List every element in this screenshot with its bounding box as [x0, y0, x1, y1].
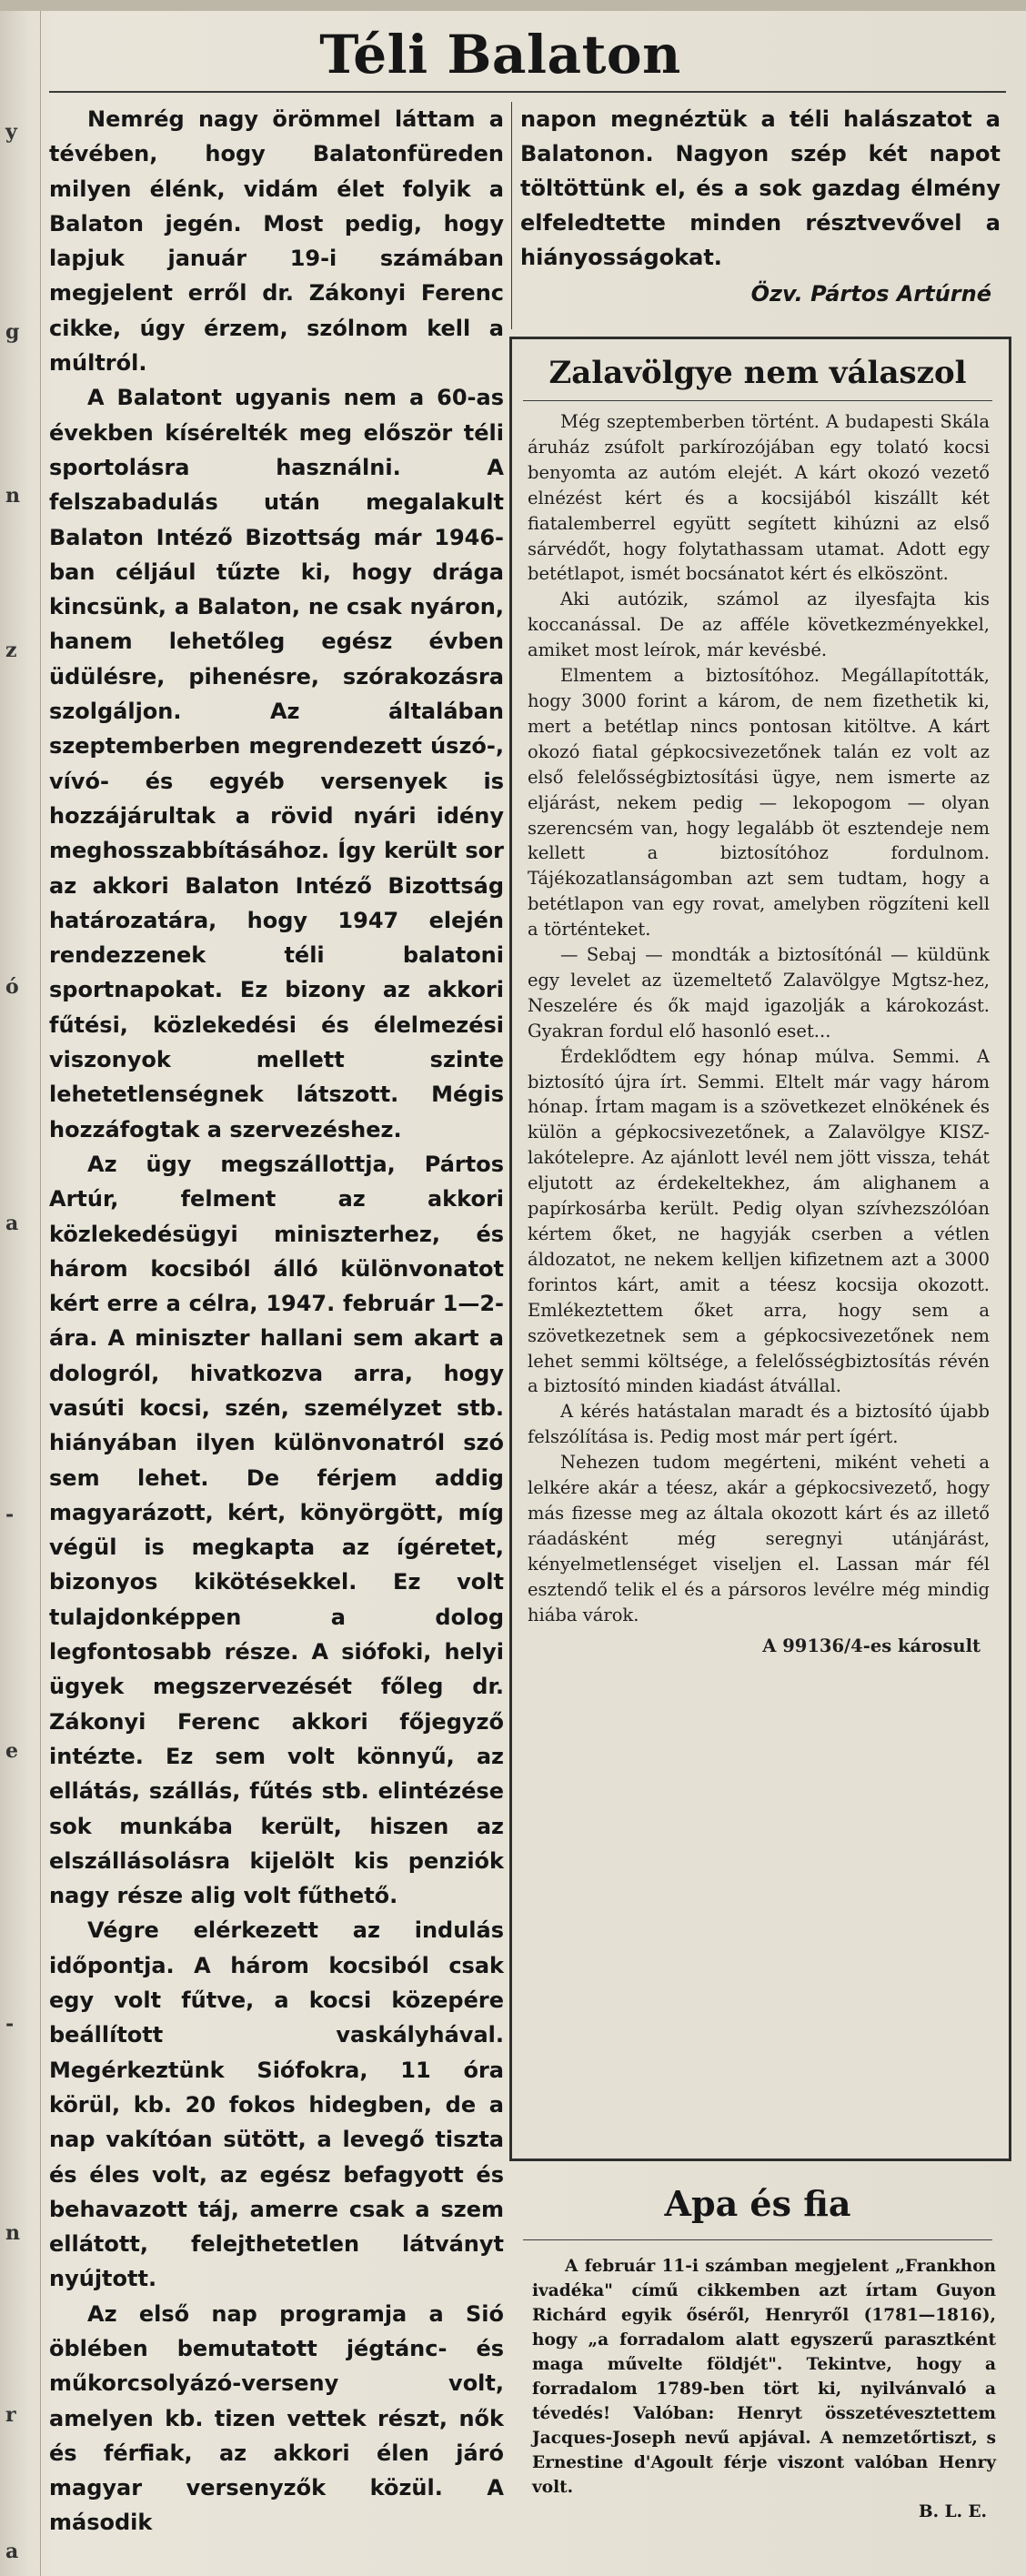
left-margin-strip: [0, 11, 41, 2576]
correction-signature: B. L. E.: [919, 2502, 987, 2521]
article-left-column: [49, 102, 504, 2541]
margin-letter: y: [5, 120, 17, 144]
box-title-rule: [523, 400, 992, 401]
apa-es-fia-title: Apa és fia: [664, 2183, 851, 2224]
headline-rule: [49, 91, 1006, 93]
letter-paragraph: Érdeklődtem egy hónap múlva. Semmi. A biztosító újra írt. Semmi. Eltelt már vagy három hónap. Írtam magam is a szövetkezet elnökének és külön a gépkocsivezetőnek, a Zalavölgye KISZ-lakótelepre. Az ajánlott levél nem jött vissza, tehát eljutott az érdekeltekhez, ám alighanem a papírkosárba került. Pedig olyan szívhezszólóan kértem őket, ne hagyják cserben a vétlen áldozatot, ne nekem kelljen kifizetnem azt a 3000 forintos kárt, amit a téesz kocsija okozott. Emlékeztettem őket arra, hogy sem a szövetkezetnek sem a gépkocsivezetőnek nem lehet semmi költsége, a felelősségbiztosítás révén a biztosító minden kiadást átvállal.: [528, 1045, 990, 1397]
article-paragraph: napon megnéztük a téli halászatot a Balatonon. Nagyon szép két napot töltöttünk el, és a sok gazdag élmény elfeledtette minden résztvevővel a hiányosságokat.: [520, 106, 1001, 270]
apa-title-rule: [523, 2239, 992, 2240]
margin-letter: z: [5, 639, 17, 662]
headline: Téli Balaton: [319, 24, 681, 86]
article-paragraph: Nemrég nagy örömmel láttam a tévében, hogy Balatonfüreden milyen élénk, vidám élet folyik a Balaton jegén. Most pedig, hogy lapjuk január 19-i számában megjelent erről dr. Zákonyi Ferenc cikke, úgy érzem, szólnom kell a múltról.: [49, 106, 504, 377]
letter-signature: A 99136/4-es károsult: [762, 1635, 981, 1656]
letter-paragraph: Aki autózik, számol az ilyesfajta kis koccanással. De az afféle következményekkel, amiket most leírok, már kevésbé.: [528, 589, 990, 661]
article-paragraph: Végre elérkezett az indulás időpontja. A három kocsiból csak egy volt fűtve, a kocsi közepére beállított vaskályhával. Megérkeztünk Siófokra, 11 óra körül, kb. 20 fokos hidegben, de a nap vakítóan sütött, a levegő tiszta és éles volt, az egész befagyott és behavazott táj, amerre csak a szem ellátott, felejthetetlen látványt nyújtott.: [49, 1917, 504, 2292]
margin-letter: r: [5, 2403, 16, 2427]
article-signature: Özv. Pártos Artúrné: [750, 281, 991, 307]
letter-paragraph: Nehezen tudom megérteni, miként veheti a lelkére akár a téesz, akár a gépkocsivezető, hogy más fizesse meg az általa okozott kárt és az illető ráadásként még seregnyi utánjárást, kényelmetlenséget viseljen el. Lassan már fél esztendő telik el és a pársoros levélre még mindig hiába várok.: [528, 1452, 990, 1625]
margin-letter: ó: [5, 975, 19, 999]
margin-letter: n: [5, 2221, 20, 2245]
margin-letter: -: [5, 1503, 15, 1526]
letter-paragraph: Elmentem a biztosítóhoz. Megállapították, hogy 3000 forint a károm, de nem fizethetik ki, mert a betétlap nincs pontosan kitöltve. A kárt okozó fiatal gépkocsivezetőnek talán ez volt az első felelősségbiztosítási ügye, nem ismerte az eljárást, nekem pedig — lekopogom — olyan szerencsém van, hogy legalább öt esztendeje nem kellett a biztosítóhoz fordulnom. Tájékozatlanságomban azt sem tudtam, hogy a betétlapon van egy rovat, amelyben rögzíteni kell a történteket.: [528, 665, 990, 941]
torn-top-edge: [0, 0, 1026, 11]
article-continuation: [520, 102, 1001, 311]
zalavolgye-text: [528, 409, 990, 1658]
letter-paragraph: A kérés hatástalan maradt és a biztosító újabb felszólítása is. Pedig most már pert ígért.: [528, 1401, 990, 1448]
margin-letter: e: [5, 1739, 18, 1763]
letter-paragraph: Még szeptemberben történt. A budapesti Skála áruház zsúfolt parkírozójában egy tolató kocsi benyomta az autóm elejét. A kárt okozó vezető elnézést kért és a kocsijából kiszállt két fiatalemberrel együtt segített kihúzni az első sárvédőt, hogy folytathassam utamat. Adott egy betétlapot, ismét bocsánatot kért és elköszönt.: [528, 411, 990, 585]
margin-letter: a: [5, 1212, 19, 1235]
correction-paragraph: A február 11-i számban megjelent „Frankhon ivadéka" című cikkemben azt írtam Guyon Richárd egyik őséről, Henryről (1781—1816), hogy „a forradalom alatt egyszerű parasztként maga művelte földjét". Tekintve, hogy a forradalom 1789-ben tört ki, nyilvánvaló a tévedés! Valóban: Henryt összetévesztettem Jacques-Joseph nevű apjával. A nemzetőrtiszt, s Ernestine d'Agoult férje viszont valóban Henry volt.: [532, 2257, 996, 2497]
margin-letter: -: [5, 2012, 15, 2036]
article-paragraph: Az első nap programja a Sió öblében bemutatott jégtánc- és műkorcsolyázó-verseny volt, amelyen kb. tizen vettek részt, nők és férfiak, az akkori élen járó magyar versenyzők közül. A második: [49, 2300, 504, 2536]
column-divider: [511, 102, 512, 329]
zalavolgye-title: Zalavölgye nem válaszol: [548, 355, 967, 391]
article-paragraph: A Balatont ugyanis nem a 60-as években kísérelték meg először téli sportolásra használni. A felszabadulás után megalakult Balaton Intéző Bizottság már 1946-ban céljául tűzte ki, hogy drága kincsünk, a Balaton, ne csak nyáron, hanem lehetőleg egész évben üdülésre, pihenésre, szórakozásra szolgáljon. Az általában szeptemberben megrendezett úszó-, vívó- és egyéb versenyek is hozzájárultak a rövid nyári idény meghosszabbításához. Így került sor az akkori Balaton Intéző Bizottság határozatára, hogy 1947 elején rendezzenek téli balatoni sportnapokat. Ez bizony az akkori fűtési, közlekedési és élelmezési viszonyok mellett szinte lehetetlenségnek látszott. Mégis hozzáfogtak a szervezéshez.: [49, 385, 504, 1142]
margin-letter: g: [5, 320, 20, 344]
letter-paragraph: — Sebaj — mondták a biztosítónál — küldünk egy levelet az üzemeltető Zalavölgye Mgtsz-hez, Neszelére és ők majd igazolják a károkozást. Gyakran fordul elő hasonló eset...: [528, 944, 990, 1041]
apa-es-fia-text: [532, 2254, 996, 2524]
margin-letter: a: [5, 2540, 19, 2563]
article-paragraph: Az ügy megszállottja, Pártos Artúr, felment az akkori közlekedésügyi miniszterhez, és három kocsiból álló különvonatot kért erre a célra, 1947. február 1—2-ára. A miniszter hallani sem akart a dologról, hivatkozva arra, hogy vasúti kocsi, szén, személyzet stb. hiányában ilyen különvonatról szó sem lehet. De férjem addig magyarázott, kért, könyörgött, míg végül is megkapta az ígéretet, bizonyos kikötésekkel. Ez volt tulajdonképpen a dolog legfontosabb része. A siófoki, helyi ügyek megszervezését főleg dr. Zákonyi Ferenc akkori főjegyző intézte. Ez sem volt könnyű, az ellátás, szállás, fűtés stb. elintézése sok munkába került, hiszen az elszállásolásra kijelölt kis penziók nagy része alig volt fűthető.: [49, 1151, 504, 1909]
margin-letter: n: [5, 484, 20, 508]
